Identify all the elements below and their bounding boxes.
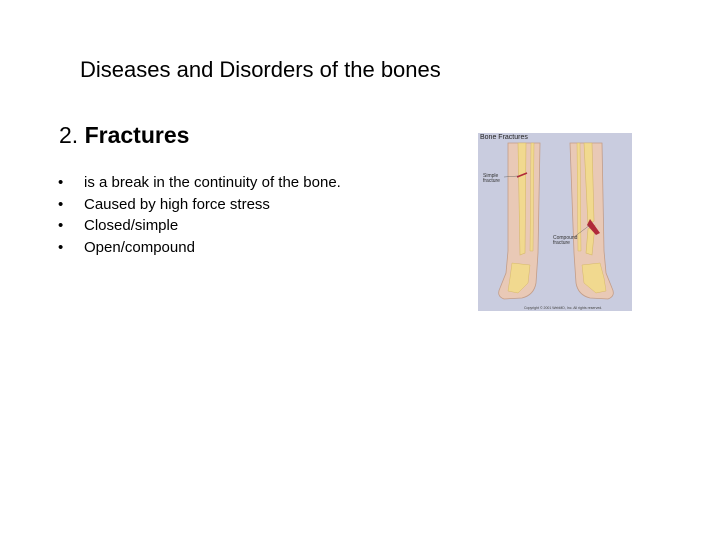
bullet-item (58, 237, 341, 259)
bullet-marker: • (58, 217, 64, 234)
bullet-item (58, 194, 341, 216)
bullet-item (58, 215, 341, 237)
bullet-item (58, 172, 341, 194)
section-word: Fractures (84, 122, 190, 148)
bullet-text: is a break in the continuity of the bone. (84, 174, 341, 191)
bone-fracture-illustration (478, 133, 632, 311)
bullet-list (58, 172, 341, 258)
section-number: 2. (59, 122, 79, 148)
bullet-text: Closed/simple (84, 217, 179, 234)
bullet-text: Caused by high force stress (84, 195, 270, 213)
legs-drawing (478, 133, 632, 311)
compound-fracture-label: Compound fracture (553, 235, 578, 246)
figure-copyright: Copyright © 2001 WebMD, Inc. All rights reserved. (524, 306, 603, 310)
simple-fracture-label: Simple fracture (483, 173, 500, 184)
bullet-marker: • (58, 174, 64, 191)
slide-title: Diseases and Disorders of the bones (80, 57, 441, 82)
figure-title: Bone Fractures (480, 134, 528, 141)
bullet-text: Open/compound (84, 238, 195, 256)
bullet-marker: • (58, 195, 64, 213)
bullet-marker: • (58, 238, 64, 256)
section-heading (59, 122, 189, 149)
